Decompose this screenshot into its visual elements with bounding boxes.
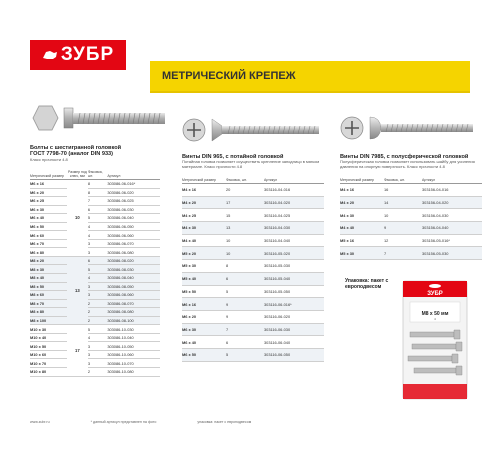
section-hex-bolts-header (30, 145, 170, 163)
table-row (340, 222, 482, 235)
row-size: M6 x 20 (30, 188, 67, 197)
table-row (30, 308, 160, 317)
row-qty: 6 (226, 336, 264, 349)
row-key-size: 17 (67, 325, 88, 376)
row-size: M5 x 16 (340, 234, 384, 247)
row-qty: 13 (226, 222, 264, 235)
table-row (30, 265, 160, 274)
row-size: M6 x 20 (182, 310, 226, 323)
row-qty: 6 (88, 205, 107, 214)
bison-icon (42, 47, 58, 63)
package-size: M8 x 50 мм (421, 311, 449, 317)
row-article: 303156-04-016 (422, 184, 482, 197)
row-qty: 4 (88, 222, 107, 231)
row-article: 303086-08-060 (107, 291, 160, 300)
row-qty: 3 (88, 239, 107, 248)
row-article: 303116-04-025 (264, 209, 324, 222)
hex-bolts-table (30, 168, 160, 377)
section3-note: Полусферическая головка позволяет использовать шайбу для усиления давления на опорную поверхность. Класс прочности 4.8 (340, 159, 475, 170)
table-row (30, 205, 160, 214)
row-size: M6 x 30 (30, 205, 67, 214)
row-size: M8 x 50 (30, 282, 67, 291)
row-size: M5 x 40 (182, 272, 226, 285)
row-qty: 4 (88, 274, 107, 283)
col-size-header: Метрический размер (182, 172, 226, 184)
row-qty: 10 (226, 234, 264, 247)
table-row (182, 234, 324, 247)
row-article: 303116-04-030 (264, 222, 324, 235)
col-size-header: Метрический размер (30, 168, 67, 180)
row-qty: 5 (226, 348, 264, 361)
col-size-header: Метрический размер (340, 172, 384, 184)
row-size: M4 x 30 (182, 222, 226, 235)
row-qty: 2 (88, 308, 107, 317)
row-size: M8 x 70 (30, 299, 67, 308)
table-header-row (182, 172, 324, 184)
row-article: 303086-10-080 (107, 368, 160, 377)
row-article: 303086-10-040 (107, 333, 160, 342)
row-size: M5 x 30 (182, 260, 226, 273)
row-qty: 5 (226, 285, 264, 298)
row-qty: 14 (384, 196, 422, 209)
row-qty: 3 (88, 342, 107, 351)
section1-note: Класс прочности 4.8 (30, 156, 68, 162)
row-size: M6 x 40 (30, 214, 67, 223)
row-qty: 8 (88, 180, 107, 189)
table-row (30, 239, 160, 248)
table-row (182, 184, 324, 197)
row-article: 303086-08-030 (107, 265, 160, 274)
row-article: 303116-06-016* (264, 298, 324, 311)
row-qty: 10 (384, 209, 422, 222)
row-article: 303116-04-020 (264, 196, 324, 209)
row-size: M4 x 40 (340, 222, 384, 235)
row-qty: 9 (226, 298, 264, 311)
row-article: 303086-08-100 (107, 316, 160, 325)
footer-note-package: упаковка: пакет с европодвесом (197, 420, 252, 424)
table-header-row (30, 168, 160, 180)
row-size: M10 x 80 (30, 368, 67, 377)
table-row (30, 333, 160, 342)
table-row (30, 342, 160, 351)
row-key-size: 13 (67, 256, 88, 324)
title-underline (150, 91, 470, 93)
table-row (30, 214, 160, 223)
table-row (182, 272, 324, 285)
row-qty: 2 (88, 299, 107, 308)
table-row (30, 316, 160, 325)
row-size: M6 x 50 (182, 348, 226, 361)
col-art-header: Артикул (422, 172, 482, 184)
package-image (402, 280, 468, 400)
row-size: M6 x 16 (30, 180, 67, 189)
package-label: Упаковка: пакет с европодвесом (345, 278, 389, 291)
row-size: M10 x 70 (30, 359, 67, 368)
package-brand: ЗУБР (427, 291, 443, 297)
row-size: M10 x 40 (30, 333, 67, 342)
section3-title: Винты DIN 7985, с полусферической головкой (340, 154, 469, 160)
row-article: 303086-06-030 (107, 205, 160, 214)
pan-head-screw-image (340, 112, 475, 144)
table-row (30, 180, 160, 189)
countersunk-table (182, 172, 324, 362)
table-row (30, 359, 160, 368)
table-row (182, 260, 324, 273)
row-qty: 2 (88, 316, 107, 325)
row-qty: 9 (226, 310, 264, 323)
row-size: M8 x 60 (30, 291, 67, 300)
row-article: 303156-04-030 (422, 209, 482, 222)
table-row (182, 196, 324, 209)
row-article: 303116-06-030 (264, 323, 324, 336)
row-qty: 20 (226, 184, 264, 197)
row-article: 303086-08-070 (107, 299, 160, 308)
package-count: 4 (434, 317, 436, 321)
row-size: M6 x 70 (30, 239, 67, 248)
table-row (30, 350, 160, 359)
row-key-size: 10 (67, 180, 88, 257)
row-article: 303086-10-050 (107, 342, 160, 351)
col-art-header: Артикул (264, 172, 324, 184)
table-row (182, 247, 324, 260)
row-qty: 3 (88, 291, 107, 300)
row-article: 303116-04-040 (264, 234, 324, 247)
table-row (182, 336, 324, 349)
table-row (30, 325, 160, 334)
hex-bolt-image (30, 100, 168, 136)
row-article: 303156-05-030 (422, 247, 482, 260)
table-row (340, 247, 482, 260)
row-size: M4 x 25 (182, 209, 226, 222)
section1-title1: Болты с шестигранной головкой (30, 145, 122, 151)
row-qty: 5 (88, 214, 107, 223)
page-title-text: МЕТРИЧЕСКИЙ КРЕПЕЖ (162, 70, 296, 82)
row-qty: 7 (88, 197, 107, 206)
row-size: M8 x 20 (30, 256, 67, 265)
footer-site: www.zubr.ru (30, 420, 50, 424)
row-article: 303086-06-040 (107, 214, 160, 223)
table-row (340, 234, 482, 247)
row-size: M4 x 20 (340, 196, 384, 209)
row-qty: 4 (88, 333, 107, 342)
row-size: M5 x 50 (182, 285, 226, 298)
row-article: 303086-06-060 (107, 231, 160, 240)
row-size: M8 x 80 (30, 308, 67, 317)
row-size: M10 x 50 (30, 342, 67, 351)
row-article: 303086-10-030 (107, 325, 160, 334)
table-row (182, 310, 324, 323)
row-qty: 3 (88, 359, 107, 368)
table-row (30, 256, 160, 265)
row-size: M6 x 60 (30, 231, 67, 240)
table-row (182, 285, 324, 298)
row-size: M6 x 40 (182, 336, 226, 349)
row-article: 303086-06-050 (107, 222, 160, 231)
row-qty: 17 (226, 196, 264, 209)
row-qty: 4 (88, 231, 107, 240)
row-qty: 6 (88, 256, 107, 265)
row-qty: 9 (384, 222, 422, 235)
row-qty: 8 (226, 260, 264, 273)
table-row (340, 196, 482, 209)
footer (30, 420, 291, 424)
section2-note: Потайная головка позволяет осуществить крепление заподлицо в мягком материале. Класс прочности 4.8 (182, 159, 320, 170)
page-title (150, 61, 470, 91)
table-row (182, 222, 324, 235)
table-row (30, 248, 160, 257)
row-qty: 10 (226, 247, 264, 260)
row-article: 303116-05-030 (264, 260, 324, 273)
row-article: 303156-05-016* (422, 234, 482, 247)
row-size: M8 x 40 (30, 274, 67, 283)
table-row (30, 274, 160, 283)
section-pan-head-header (340, 154, 480, 170)
table-row (30, 231, 160, 240)
row-size: M8 x 30 (30, 265, 67, 274)
row-qty: 8 (88, 188, 107, 197)
row-qty: 7 (384, 247, 422, 260)
row-article: 303086-08-080 (107, 308, 160, 317)
row-qty: 3 (88, 282, 107, 291)
countersunk-screw-image (182, 115, 322, 145)
row-qty: 6 (226, 272, 264, 285)
row-qty: 3 (88, 350, 107, 359)
row-article: 303116-06-020 (264, 310, 324, 323)
row-size: M6 x 25 (30, 197, 67, 206)
table-row (340, 209, 482, 222)
row-article: 303086-08-050 (107, 282, 160, 291)
row-size: M6 x 50 (30, 222, 67, 231)
row-size: M5 x 30 (340, 247, 384, 260)
row-article: 303116-04-016 (264, 184, 324, 197)
pan-head-table (340, 172, 482, 260)
row-size: M6 x 16 (182, 298, 226, 311)
row-size: M6 x 30 (182, 323, 226, 336)
row-article: 303116-06-040 (264, 336, 324, 349)
row-size: M4 x 20 (182, 196, 226, 209)
row-article: 303116-05-020 (264, 247, 324, 260)
col-qty-header: Фасовка, шт. (88, 168, 107, 180)
row-article: 303086-08-020 (107, 256, 160, 265)
table-row (182, 209, 324, 222)
col-key-header: Размер под ключ, мм (67, 168, 88, 180)
row-size: M5 x 20 (182, 247, 226, 260)
row-qty: 2 (88, 368, 107, 377)
row-article: 303086-06-020 (107, 188, 160, 197)
row-size: M8 x 100 (30, 316, 67, 325)
col-art-header: Артикул (107, 168, 160, 180)
footer-note-photo: * данный артикул представлен на фото (90, 420, 157, 424)
table-row (182, 298, 324, 311)
row-article: 303086-06-080 (107, 248, 160, 257)
row-article: 303156-04-040 (422, 222, 482, 235)
row-article: 303086-10-070 (107, 359, 160, 368)
brand-name: ЗУБР (60, 44, 115, 65)
row-article: 303086-06-070 (107, 239, 160, 248)
table-row (30, 282, 160, 291)
table-row (30, 291, 160, 300)
table-row (30, 188, 160, 197)
row-qty: 3 (88, 248, 107, 257)
col-qty-header: Фасовка, шт. (226, 172, 264, 184)
table-row (30, 299, 160, 308)
row-size: M4 x 40 (182, 234, 226, 247)
table-row (340, 184, 482, 197)
table-row (182, 348, 324, 361)
row-qty: 7 (226, 323, 264, 336)
row-qty: 12 (384, 234, 422, 247)
row-article: 303086-06-025 (107, 197, 160, 206)
table-header-row (340, 172, 482, 184)
section2-title: Винты DIN 965, с потайной головкой (182, 154, 284, 160)
col-qty-header: Фасовка, шт. (384, 172, 422, 184)
row-article: 303086-06-016* (107, 180, 160, 189)
row-size: M10 x 30 (30, 325, 67, 334)
row-article: 303116-06-050 (264, 348, 324, 361)
row-qty: 5 (88, 265, 107, 274)
row-qty: 16 (384, 184, 422, 197)
row-article: 303086-10-060 (107, 350, 160, 359)
row-article: 303116-05-040 (264, 272, 324, 285)
row-size: M4 x 16 (340, 184, 384, 197)
table-row (30, 368, 160, 377)
row-article: 303086-08-040 (107, 274, 160, 283)
row-article: 303156-04-020 (422, 196, 482, 209)
section-countersunk-header (182, 154, 322, 170)
row-size: M4 x 16 (182, 184, 226, 197)
brand-logo (30, 40, 126, 70)
table-row (30, 197, 160, 206)
table-row (30, 222, 160, 231)
section1-title2: ГОСТ 7798-70 (аналог DIN 933) (30, 151, 114, 158)
row-size: M4 x 30 (340, 209, 384, 222)
row-qty: 5 (88, 325, 107, 334)
row-qty: 15 (226, 209, 264, 222)
table-row (182, 323, 324, 336)
row-size: M6 x 80 (30, 248, 67, 257)
row-size: M10 x 60 (30, 350, 67, 359)
row-article: 303116-05-050 (264, 285, 324, 298)
